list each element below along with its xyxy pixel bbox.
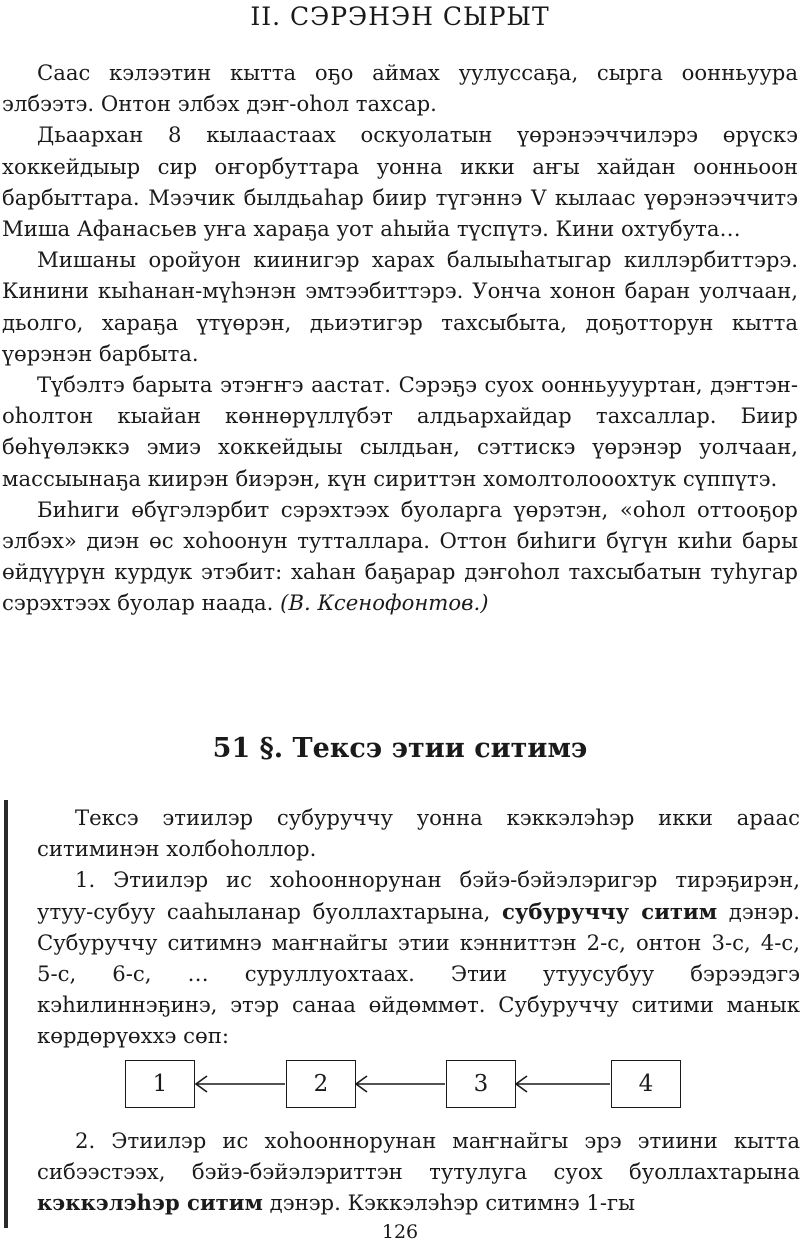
rule-point-2 bbox=[37, 1125, 800, 1219]
diagram-box-1: 1 bbox=[125, 1060, 195, 1108]
rule-intro: Тексэ этиилэр субуруччу уонна кэккэлэһэр икки араас ситиминэн холбоһоллор. bbox=[37, 805, 800, 862]
story-paragraph: Дьаархан 8 кылаастаах оскуолатын үөрэнээччилэрэ өрүскэ хоккейдыыр сир оҥорбуттара уонна икки аҥы хайдан оонньоон барбыттара. Мээчик былдьаһар биир түгэннэ V кылаас үөрэнээччитэ Миша Афанасьев уҥа хараҕа уот аһыйа түспүтэ. Кини охтубута… bbox=[2, 122, 798, 242]
diagram-box-2: 2 bbox=[286, 1060, 356, 1108]
page-number: 126 bbox=[381, 1221, 419, 1243]
sequential-link-diagram bbox=[0, 1060, 800, 1116]
diagram-box-3: 3 bbox=[446, 1060, 516, 1108]
rule-point-1 bbox=[37, 864, 800, 1051]
story-paragraph-text: Биһиги өбүгэлэрбит сэрэхтээх буоларга үөрэтэн, «оһол оттооҕор элбэх» диэн өс хоһоонун тутталлара. Оттон биһиги бүгүн киһи бары өйдүүрүн курдук этэбит: хаһан баҕарар дэҥоһол тахсыбатын туһугар сэрэхтээх буолар наада. bbox=[2, 496, 798, 616]
story-paragraph: Мишаны оройуон киинигэр харах балыыһатыгар киллэрбиттэрэ. Кинини кыһанан-мүһэнэн эмтээбиттэрэ. Уонча хонон баран уолчаан, дьолго, хараҕа үтүөрэн, дьиэтигэр тахсыбыта, доҕотторун кытта үөрэнэн барбыта. bbox=[2, 247, 798, 366]
term-parallel-link: кэккэлэһэр ситим bbox=[37, 1190, 263, 1216]
story-paragraph: Саас кэлээтин кытта оҕо аймах уулуссаҕа, сырга оонньуура элбээтэ. Онтон элбэх дэҥ-оһол тахсар. bbox=[2, 60, 798, 117]
diagram-box-4: 4 bbox=[611, 1060, 681, 1108]
rule-text-block-2 bbox=[37, 1125, 800, 1219]
story-paragraph bbox=[2, 494, 798, 619]
story-paragraph: Түбэлтэ барыта этэҥҥэ аастат. Сэрэҕэ суох оонньуууртан, дэҥтэн-оһолтон кыайан көннөрүллүбэт алдьархайдар тахсаллар. Биир бөһүөлэккэ эмиэ хоккейдыы сылдьан, сэттискэ үөрэнэр уолчаан, массыынаҕа киирэн биэрэн, күн сириттэн хомолтолооохтук сүппүтэ. bbox=[2, 372, 798, 491]
rule-text-block bbox=[37, 802, 800, 1052]
term-sequential-link: субуруччу ситим bbox=[501, 898, 718, 924]
rule-point-2-continuation: дэнэр. Кэккэлэһэр ситимнэ 1-гы bbox=[269, 1190, 635, 1216]
rule-point-1-text: 1. Этиилэр ис хоһооннорунан бэйэ-бэйэлэригэр тирэҕирэн, утуу-субуу сааһыланар буоллахтарына, bbox=[37, 867, 800, 924]
section-heading: 51 §. Тексэ этии ситимэ bbox=[212, 733, 588, 764]
story-citation: (В. Ксенофонтов.) bbox=[280, 590, 489, 616]
rule-point-1-continuation: дэнэр. Субуруччу ситимнэ маҥнайгы этии кэнниттэн 2-с, онтон 3-с, 4-с, 5-с, 6-с, … суруллуохтаах. Этии утуусубуу бэрээдэгэ кэһилиннэҕинэ, этэр санаа өйдөммөт. Субуруччу ситими манык көрдөрүөххэ сөп: bbox=[37, 898, 800, 1049]
rule-point-2-text: 2. Этиилэр ис хоһооннорунан маҥнайгы эрэ этиини кытта сибээстээх, бэйэ-бэйэлэриттэн тутулуга суох буоллахтарына bbox=[37, 1128, 800, 1185]
rule-margin-bar bbox=[4, 800, 8, 1228]
story-text bbox=[2, 57, 798, 619]
running-header-title: II. СЭРЭНЭН СЫРЫТ bbox=[250, 2, 550, 31]
